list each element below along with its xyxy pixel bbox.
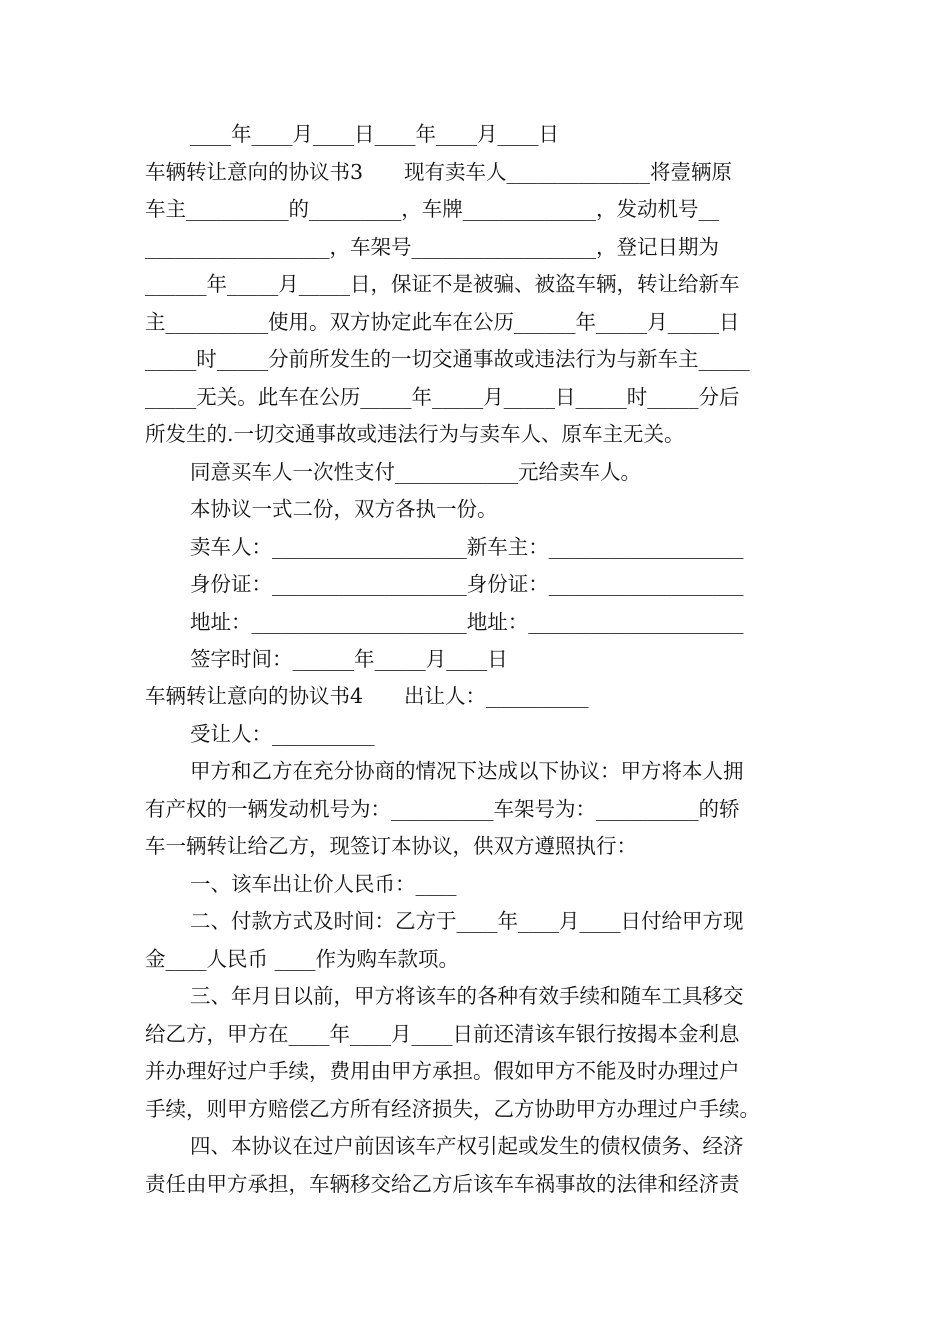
agreement-4-text-line: 有产权的一辆发动机号为：__________车架号为：__________的轿 [145,797,740,821]
agreement-4-heading-line: 车辆转让意向的协议书4 出让人：__________ [145,684,589,708]
clause-2-line: 二、付款方式及时间：乙方于____年____月____日付给甲方现 [190,909,744,933]
clause-2-line: 金____人民币 ____作为购车款项。 [145,947,460,971]
agreement-3-text-line: 主__________使用。双方协定此车在公历______年_____月_____日 [145,310,740,334]
agreement-4-text-line: 甲方和乙方在充分协商的情况下达成以下协议：甲方将本人拥 [190,759,744,783]
agreement-3-text-line: _____时_____分前所发生的一切交通事故或违法行为与新车主_____ [145,347,750,371]
address-signature-line: 地址：_____________________地址：_____________________ [190,610,744,634]
agreement-3-text-line: 车主__________的_________，车牌_____________，发动机号__ [145,197,719,221]
agreement-3-heading-line: 车辆转让意向的协议书3 现有卖车人______________将壹辆原 [145,160,733,184]
signing-date-line: 签字时间：______年_____月____日 [190,647,508,671]
clause-3-line: 三、年月日以前，甲方将该车的各种有效手续和随车工具移交 [190,984,744,1008]
id-card-signature-line: 身份证：___________________身份证：___________________ [190,572,744,596]
clause-4-line: 四、本协议在过户前因该车产权引起或发生的债权债务、经济 [190,1134,744,1158]
seller-buyer-signature-line: 卖车人：___________________新车主：___________________ [190,535,744,559]
agreement-3-text-line: 所发生的.一切交通事故或违法行为与卖车人、原车主无关。 [145,422,685,446]
clause-3-line: 给乙方，甲方在____年____月____日前还清该车银行按揭本金利息 [145,1022,740,1046]
copies-line: 本协议一式二份，双方各执一份。 [190,497,498,521]
payment-line: 同意买车人一次性支付____________元给卖车人。 [190,460,641,484]
agreement-3-text-line: ______年_____月_____日，保证不是被骗、被盗车辆，转让给新车 [145,272,740,296]
clause-3-line: 手续，则甲方赔偿乙方所有经济损失，乙方协助甲方办理过户手续。 [145,1097,760,1121]
clause-4-line: 责任由甲方承担，车辆移交给乙方后该车车祸事故的法律和经济责 [145,1172,740,1196]
transferee-line: 受让人：__________ [190,722,375,746]
agreement-3-text-line: __________________，车架号__________________，登记日期为 [145,235,719,259]
agreement-3-text-line: _____无关。此车在公历_____年_____月_____日_____时_____分后 [145,385,740,409]
agreement-4-text-line: 车一辆转让给乙方，现签订本协议，供双方遵照执行： [145,834,637,858]
clause-3-line: 并办理好过户手续，费用由甲方承担。假如甲方不能及时办理过户 [145,1059,740,1083]
clause-1-line: 一、该车出让价人民币：____ [190,872,457,896]
date-blank-line: ____年____月____日____年____月____日 [190,122,559,146]
